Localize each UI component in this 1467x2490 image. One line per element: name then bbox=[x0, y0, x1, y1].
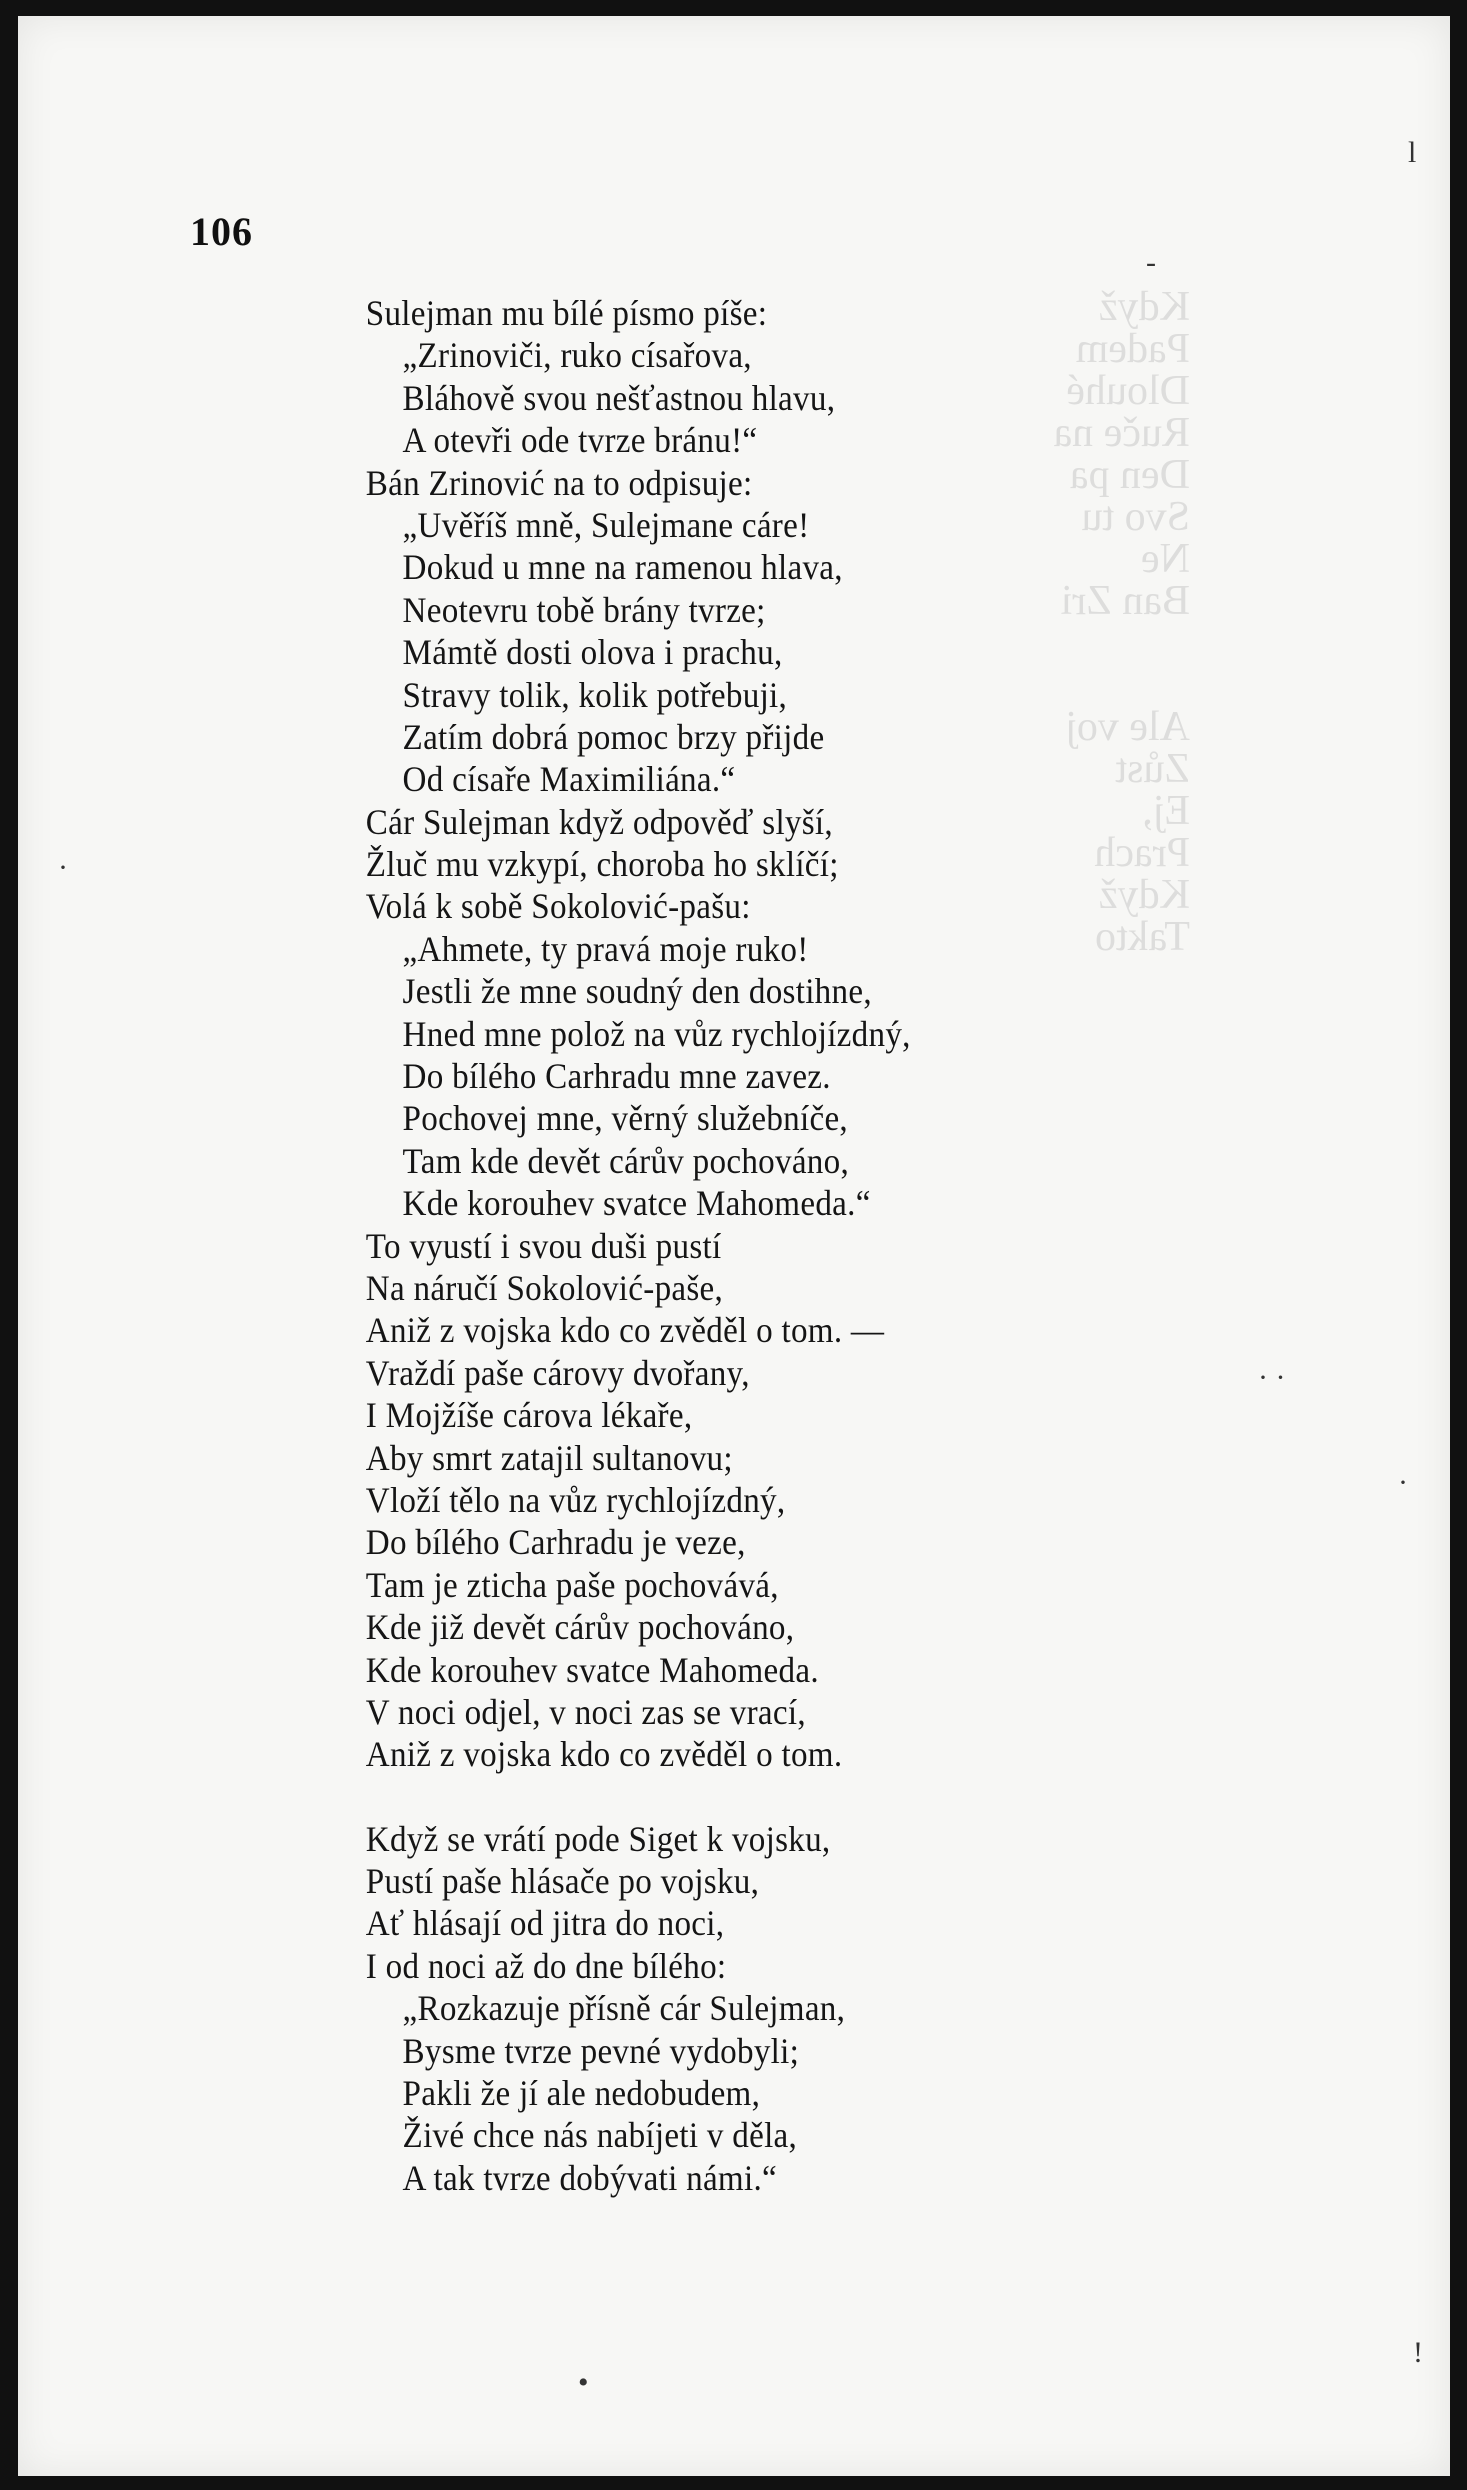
verse-line: Stravy tolik, kolik potřebuji, bbox=[402, 674, 788, 715]
verse-line: „Ahmete, ty pravá moje ruko! bbox=[402, 928, 809, 969]
margin-mark: l bbox=[1408, 136, 1417, 169]
verse-line: Bláhově svou nešťastnou hlavu, bbox=[402, 377, 836, 418]
verse-line: Když se vrátí pode Siget k vojsku, bbox=[365, 1818, 831, 1859]
verse-line: Tam kde devět cárův pochováno, bbox=[402, 1140, 850, 1181]
verse-line: Neotevru tobě brány tvrze; bbox=[402, 589, 766, 630]
bleed-line: Dlouhé bbox=[1066, 368, 1190, 414]
margin-mark: · · bbox=[1258, 1361, 1286, 1394]
verse-line: „Zrinoviči, ruko císařova, bbox=[402, 335, 752, 376]
verse-line: Živé chce nás nabíjeti v děla, bbox=[402, 2115, 798, 2156]
bleed-line: Když bbox=[1099, 872, 1190, 918]
bleed-line: Ban Zri bbox=[1060, 578, 1190, 624]
bleed-line: Prach bbox=[1094, 830, 1190, 876]
verse-line: Od císaře Maximiliána.“ bbox=[402, 759, 736, 800]
verse-line: Kde korouhev svatce Mahomeda.“ bbox=[402, 1183, 871, 1224]
margin-mark: · bbox=[58, 851, 68, 884]
verse-line: Jestli že mne soudný den dostihne, bbox=[402, 971, 872, 1012]
verse-line: Aniž z vojska kdo co zvěděl o tom. — bbox=[365, 1310, 885, 1351]
bleed-line: Ale voj bbox=[1065, 704, 1190, 750]
bleed-line: Den pa bbox=[1069, 452, 1190, 498]
verse-line: Bysme tvrze pevné vydobyli; bbox=[402, 2030, 800, 2071]
bleed-line: Ne bbox=[1141, 536, 1190, 582]
verse-line: Cár Sulejman když odpověď slyší, bbox=[365, 801, 833, 842]
bleed-line: Zůst bbox=[1115, 746, 1190, 792]
poem-body bbox=[18, 292, 1450, 2199]
stanza bbox=[18, 292, 1450, 1776]
margin-mark: · bbox=[1398, 1466, 1408, 1499]
verse-line: Dokud u mne na ramenou hlava, bbox=[402, 547, 843, 588]
verse-line: A otevři ode tvrze bránu!“ bbox=[402, 420, 758, 461]
verse-line: Tam je zticha paše pochovává, bbox=[365, 1564, 779, 1605]
verse-line: V noci odjel, v noci zas se vrací, bbox=[365, 1691, 806, 1732]
stanza bbox=[18, 1818, 1450, 2200]
verse-line: Bán Zrinović na to odpisuje: bbox=[365, 462, 753, 503]
verse-line: „Rozkazuje přísně cár Sulejman, bbox=[402, 1988, 846, 2029]
verse-line: Zatím dobrá pomoc brzy přijde bbox=[402, 716, 825, 757]
verse-line: Vraždí paše cárovy dvořany, bbox=[365, 1352, 750, 1393]
bleed-line: Ej, bbox=[1142, 788, 1190, 834]
verse-line: Na náručí Sokolović-paše, bbox=[365, 1267, 724, 1308]
book-page bbox=[18, 16, 1450, 2476]
verse-line: Volá k sobě Sokolović-pašu: bbox=[365, 886, 751, 927]
verse-line: Aby smrt zatajil sultanovu; bbox=[365, 1437, 733, 1478]
verse-line: Do bílého Carhradu mne zavez. bbox=[402, 1056, 831, 1097]
margin-mark: ! bbox=[1413, 2336, 1423, 2369]
verse-line: Kde již devět cárův pochováno, bbox=[365, 1607, 795, 1648]
bleed-line: Ruče na bbox=[1053, 410, 1190, 456]
page-number: 106 bbox=[190, 209, 253, 254]
margin-mark: • bbox=[578, 2366, 589, 2399]
verse-line: Ať hlásají od jitra do noci, bbox=[365, 1903, 725, 1944]
verse-line: Do bílého Carhradu je veze, bbox=[365, 1522, 746, 1563]
verse-line: Pochovej mne, věrný služebníče, bbox=[402, 1098, 848, 1139]
verse-line: Pakli že jí ale nedobudem, bbox=[402, 2073, 761, 2114]
bleed-line: Padem bbox=[1075, 326, 1190, 372]
verse-line: Hned mne polož na vůz rychlojízdný, bbox=[402, 1013, 911, 1054]
bleed-line: Takto bbox=[1094, 914, 1190, 960]
verse-line: Žluč mu vzkypí, choroba ho sklíčí; bbox=[365, 844, 839, 885]
verse-line: A tak tvrze dobývati námi.“ bbox=[402, 2157, 777, 2198]
verse-line: Aniž z vojska kdo co zvěděl o tom. bbox=[365, 1734, 843, 1775]
margin-mark: - bbox=[1146, 246, 1156, 279]
verse-line: I Mojžíše cárova lékaře, bbox=[365, 1395, 693, 1436]
verse-line: To vyustí i svou duši pustí bbox=[365, 1225, 722, 1266]
verse-line: Kde korouhev svatce Mahomeda. bbox=[365, 1649, 819, 1690]
bleed-line: Když bbox=[1099, 284, 1190, 330]
verse-line: I od noci až do dne bílého: bbox=[365, 1945, 727, 1986]
verse-line: Mámtě dosti olova i prachu, bbox=[402, 632, 783, 673]
verse-line: Vloží tělo na vůz rychlojízdný, bbox=[365, 1479, 786, 1520]
verse-line: Pustí paše hlásače po vojsku, bbox=[365, 1861, 760, 1902]
verse-line: „Uvěříš mně, Sulejmane cáre! bbox=[402, 504, 810, 545]
bleed-line: Svo tu bbox=[1081, 494, 1190, 540]
verse-line: Sulejman mu bílé písmo píše: bbox=[365, 293, 768, 333]
